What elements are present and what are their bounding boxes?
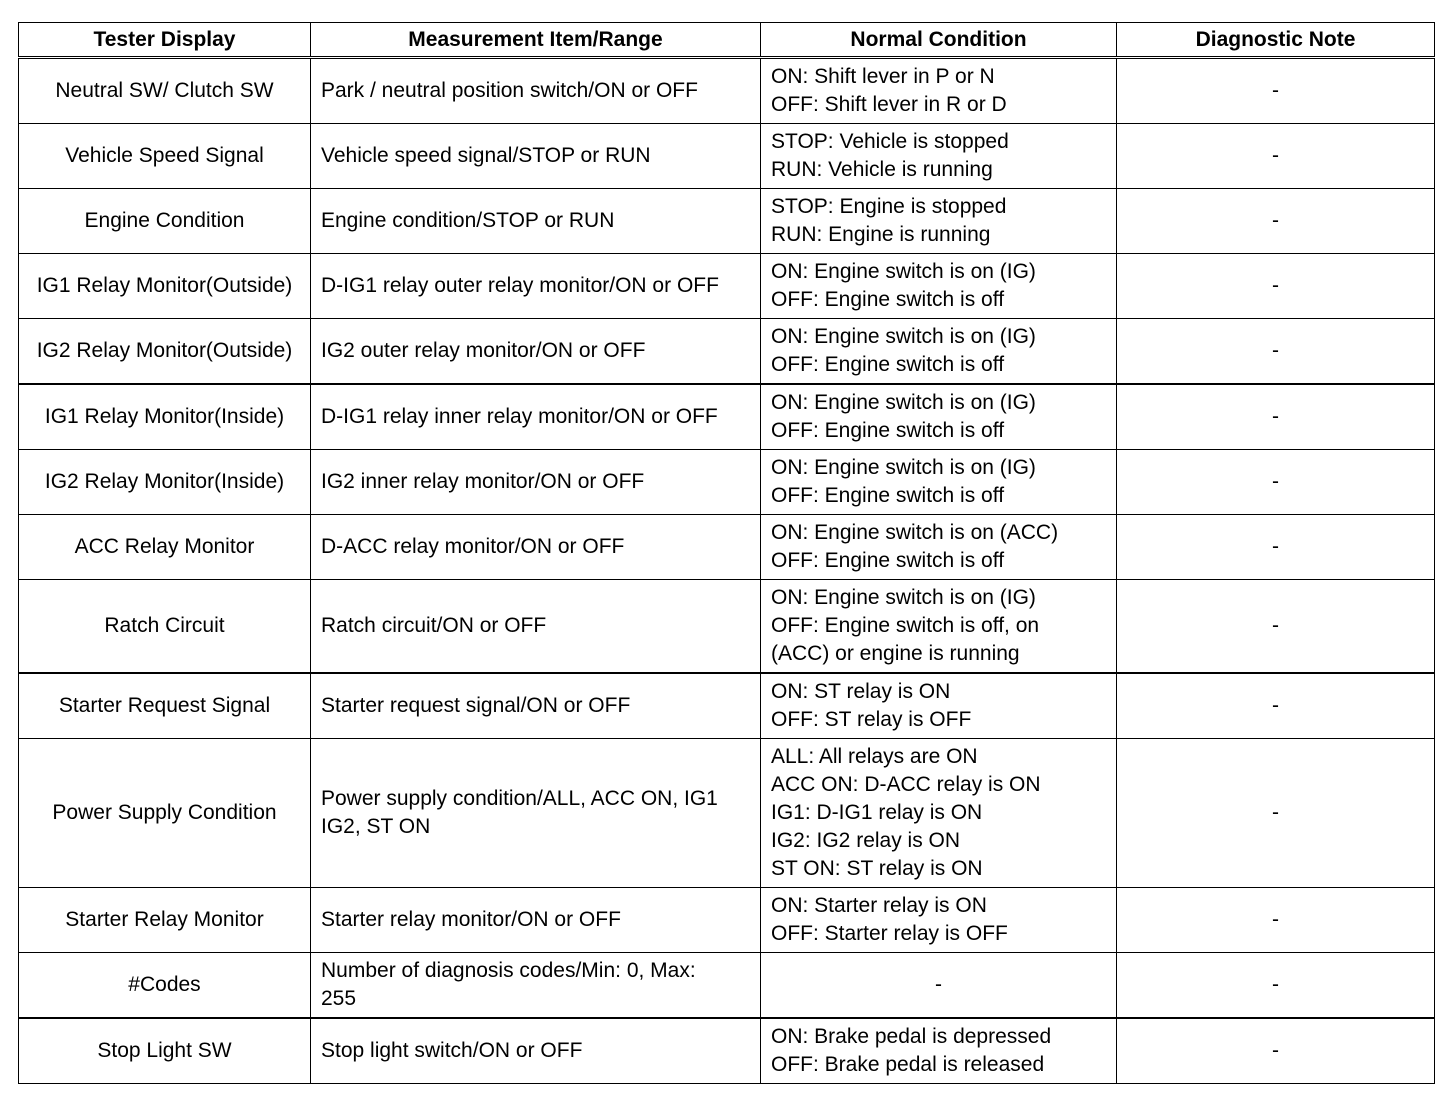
measurement-line: Stop light switch/ON or OFF	[321, 1039, 583, 1062]
condition-line: -	[935, 973, 942, 996]
cell-normal-condition	[761, 319, 1117, 385]
condition-line: OFF: Engine switch is off, on	[771, 614, 1040, 637]
cell-measurement-item	[311, 450, 761, 515]
condition-line: ON: Engine switch is on (ACC)	[771, 521, 1059, 544]
cell-normal-condition	[761, 254, 1117, 319]
measurement-line: IG2 inner relay monitor/ON or OFF	[321, 470, 645, 493]
header-diagnostic-note: Diagnostic Note	[1117, 23, 1435, 58]
condition-line: OFF: Engine switch is off	[771, 288, 1005, 311]
cell-measurement-item	[311, 673, 761, 739]
table-row	[19, 450, 1435, 515]
table-row	[19, 319, 1435, 385]
measurement-line: D-ACC relay monitor/ON or OFF	[321, 535, 625, 558]
table-row	[19, 739, 1435, 888]
condition-line: ST ON: ST relay is ON	[771, 857, 983, 880]
condition-line: IG1: D-IG1 relay is ON	[771, 801, 983, 824]
measurement-line: D-IG1 relay inner relay monitor/ON or OFF	[321, 405, 718, 428]
condition-line: STOP: Engine is stopped	[771, 195, 1007, 218]
cell-normal-condition	[761, 673, 1117, 739]
cell-measurement-item	[311, 319, 761, 385]
condition-line: OFF: Engine switch is off	[771, 484, 1005, 507]
cell-measurement-item	[311, 515, 761, 580]
cell-normal-condition	[761, 58, 1117, 124]
table-row	[19, 580, 1435, 674]
cell-diagnostic-note: -	[1117, 580, 1435, 674]
condition-line: ON: Brake pedal is depressed	[771, 1025, 1052, 1048]
condition-line: ALL: All relays are ON	[771, 745, 978, 768]
condition-line: STOP: Vehicle is stopped	[771, 130, 1009, 153]
cell-tester-display: Engine Condition	[19, 189, 311, 254]
cell-tester-display: Neutral SW/ Clutch SW	[19, 58, 311, 124]
condition-line: OFF: Shift lever in R or D	[771, 93, 1007, 116]
cell-diagnostic-note: -	[1117, 739, 1435, 888]
cell-tester-display: IG1 Relay Monitor(Inside)	[19, 384, 311, 450]
cell-measurement-item	[311, 1018, 761, 1084]
cell-measurement-item	[311, 580, 761, 674]
header-measurement-item: Measurement Item/Range	[311, 23, 761, 58]
cell-measurement-item	[311, 739, 761, 888]
cell-measurement-item	[311, 888, 761, 953]
condition-line: ON: Engine switch is on (IG)	[771, 325, 1036, 348]
condition-line: OFF: Brake pedal is released	[771, 1053, 1045, 1076]
page	[18, 22, 1434, 1084]
cell-diagnostic-note: -	[1117, 888, 1435, 953]
condition-line: ON: ST relay is ON	[771, 680, 951, 703]
cell-tester-display: Vehicle Speed Signal	[19, 124, 311, 189]
diagnostic-data-table	[18, 22, 1435, 1084]
cell-normal-condition	[761, 124, 1117, 189]
measurement-line: Number of diagnosis codes/Min: 0, Max:	[321, 959, 696, 982]
measurement-line: Power supply condition/ALL, ACC ON, IG1	[321, 787, 718, 810]
cell-tester-display: #Codes	[19, 953, 311, 1019]
cell-diagnostic-note: -	[1117, 189, 1435, 254]
cell-tester-display: Ratch Circuit	[19, 580, 311, 674]
cell-diagnostic-note: -	[1117, 58, 1435, 124]
condition-line: ON: Engine switch is on (IG)	[771, 391, 1036, 414]
condition-line: OFF: Engine switch is off	[771, 419, 1005, 442]
cell-normal-condition	[761, 953, 1117, 1019]
cell-normal-condition	[761, 384, 1117, 450]
table-header-row	[19, 23, 1435, 58]
cell-diagnostic-note: -	[1117, 515, 1435, 580]
condition-line: OFF: Engine switch is off	[771, 549, 1005, 572]
condition-line: OFF: Engine switch is off	[771, 353, 1005, 376]
condition-line: ON: Starter relay is ON	[771, 894, 987, 917]
condition-line: ACC ON: D-ACC relay is ON	[771, 773, 1041, 796]
cell-tester-display: Starter Relay Monitor	[19, 888, 311, 953]
measurement-line: 255	[321, 987, 357, 1010]
cell-measurement-item	[311, 124, 761, 189]
measurement-line: Starter relay monitor/ON or OFF	[321, 908, 621, 931]
cell-tester-display: ACC Relay Monitor	[19, 515, 311, 580]
condition-line: IG2: IG2 relay is ON	[771, 829, 961, 852]
condition-line: ON: Engine switch is on (IG)	[771, 456, 1036, 479]
cell-diagnostic-note: -	[1117, 953, 1435, 1019]
header-normal-condition: Normal Condition	[761, 23, 1117, 58]
measurement-line: Ratch circuit/ON or OFF	[321, 614, 547, 637]
cell-tester-display: IG1 Relay Monitor(Outside)	[19, 254, 311, 319]
table-row	[19, 124, 1435, 189]
table-row	[19, 58, 1435, 124]
condition-line: OFF: Starter relay is OFF	[771, 922, 1008, 945]
condition-line: RUN: Engine is running	[771, 223, 991, 246]
cell-diagnostic-note: -	[1117, 384, 1435, 450]
table-row	[19, 254, 1435, 319]
table-row	[19, 888, 1435, 953]
cell-diagnostic-note: -	[1117, 1018, 1435, 1084]
cell-diagnostic-note: -	[1117, 124, 1435, 189]
cell-tester-display: IG2 Relay Monitor(Inside)	[19, 450, 311, 515]
cell-diagnostic-note: -	[1117, 450, 1435, 515]
cell-normal-condition	[761, 888, 1117, 953]
cell-tester-display: Starter Request Signal	[19, 673, 311, 739]
cell-measurement-item	[311, 254, 761, 319]
cell-diagnostic-note: -	[1117, 254, 1435, 319]
table-row	[19, 673, 1435, 739]
cell-normal-condition	[761, 739, 1117, 888]
table-row	[19, 1018, 1435, 1084]
measurement-line: Vehicle speed signal/STOP or RUN	[321, 144, 651, 167]
condition-line: ON: Shift lever in P or N	[771, 65, 995, 88]
header-tester-display: Tester Display	[19, 23, 311, 58]
cell-tester-display: IG2 Relay Monitor(Outside)	[19, 319, 311, 385]
cell-measurement-item	[311, 953, 761, 1019]
cell-measurement-item	[311, 58, 761, 124]
table-row	[19, 384, 1435, 450]
table-body	[19, 58, 1435, 1084]
measurement-line: Park / neutral position switch/ON or OFF	[321, 79, 698, 102]
cell-tester-display: Stop Light SW	[19, 1018, 311, 1084]
cell-diagnostic-note: -	[1117, 319, 1435, 385]
condition-line: RUN: Vehicle is running	[771, 158, 993, 181]
cell-normal-condition	[761, 580, 1117, 674]
cell-normal-condition	[761, 450, 1117, 515]
table-row	[19, 189, 1435, 254]
cell-measurement-item	[311, 384, 761, 450]
condition-line: ON: Engine switch is on (IG)	[771, 260, 1036, 283]
table-row	[19, 515, 1435, 580]
cell-measurement-item	[311, 189, 761, 254]
condition-line: (ACC) or engine is running	[771, 642, 1020, 665]
measurement-line: D-IG1 relay outer relay monitor/ON or OFF	[321, 274, 719, 297]
table-row	[19, 953, 1435, 1019]
condition-line: OFF: ST relay is OFF	[771, 708, 972, 731]
measurement-line: IG2 outer relay monitor/ON or OFF	[321, 339, 646, 362]
cell-tester-display: Power Supply Condition	[19, 739, 311, 888]
cell-normal-condition	[761, 515, 1117, 580]
measurement-line: Starter request signal/ON or OFF	[321, 694, 631, 717]
cell-diagnostic-note: -	[1117, 673, 1435, 739]
cell-normal-condition	[761, 1018, 1117, 1084]
cell-normal-condition	[761, 189, 1117, 254]
condition-line: ON: Engine switch is on (IG)	[771, 586, 1036, 609]
measurement-line: IG2, ST ON	[321, 815, 431, 838]
measurement-line: Engine condition/STOP or RUN	[321, 209, 615, 232]
